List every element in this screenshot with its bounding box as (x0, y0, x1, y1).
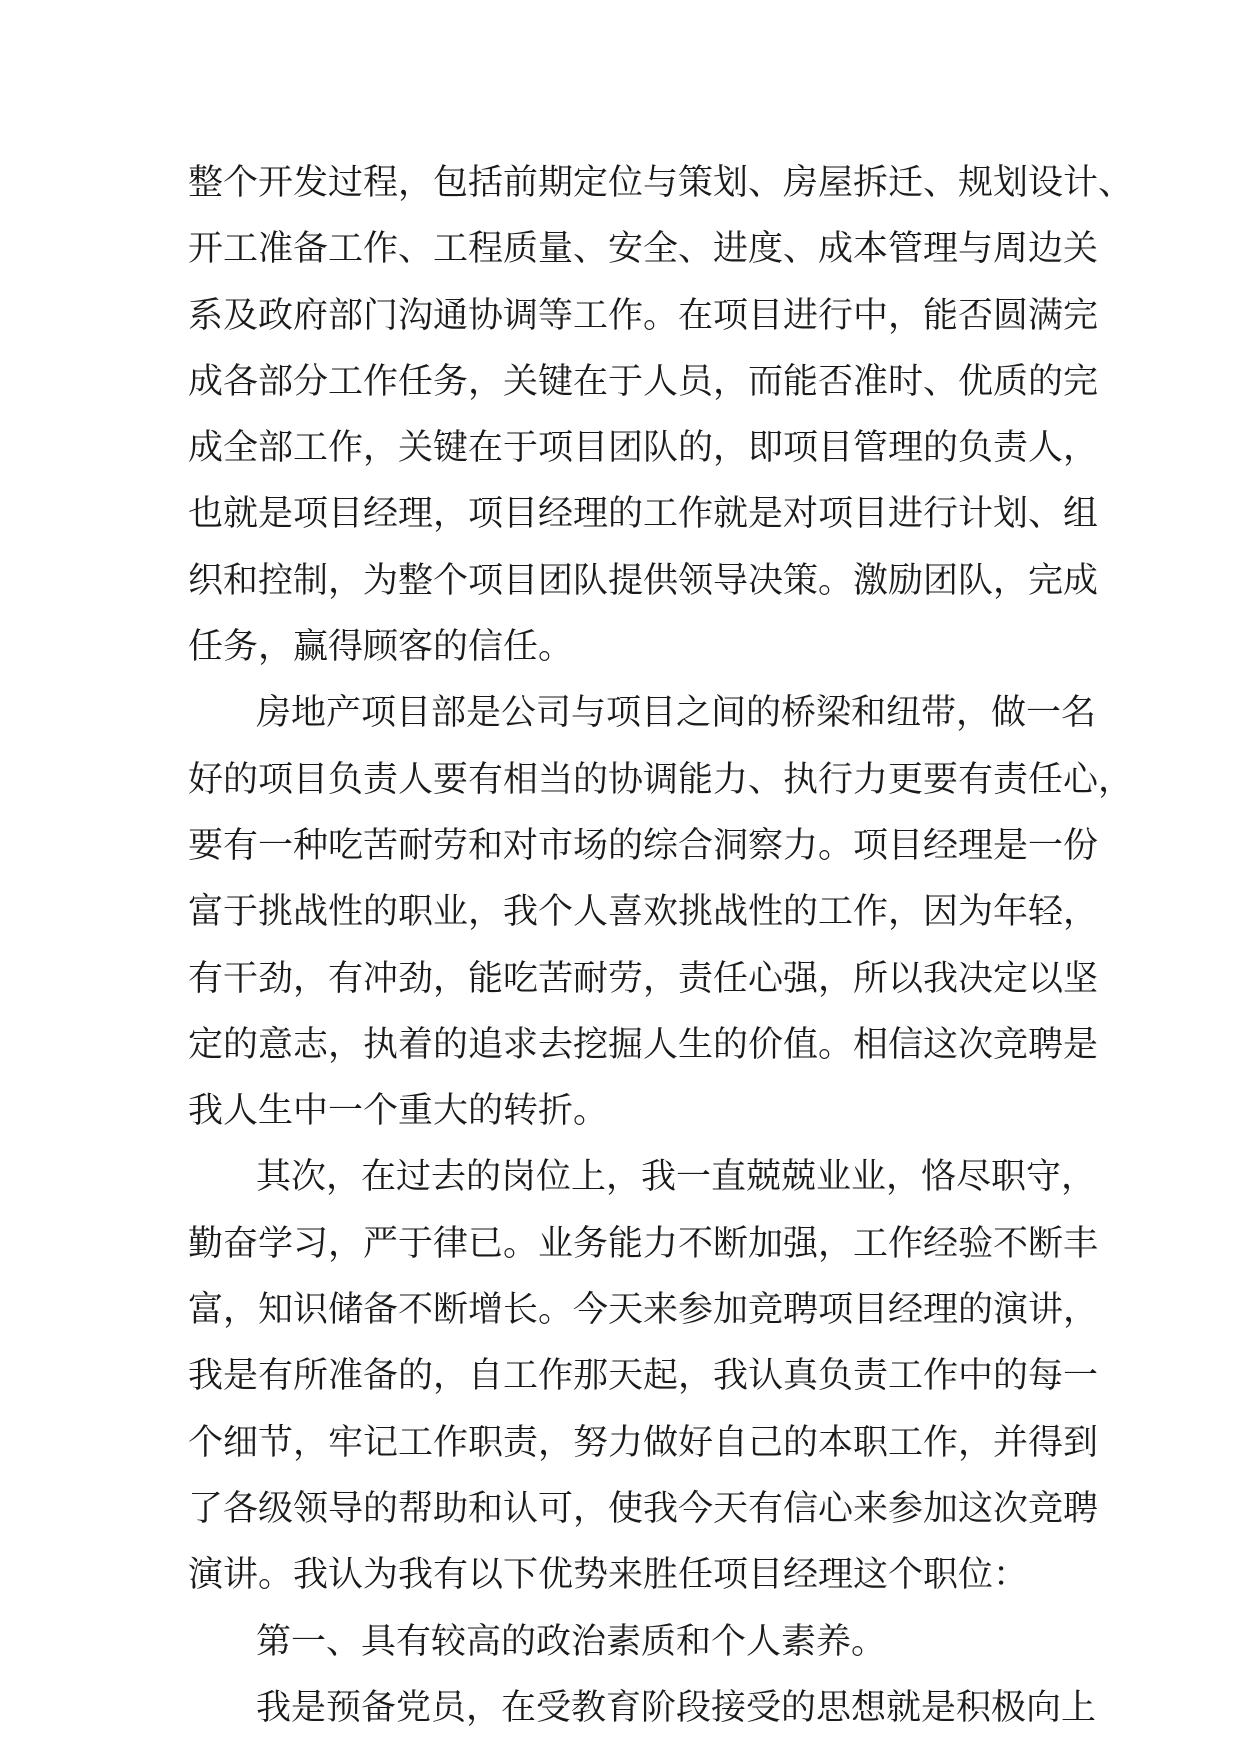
text-line: 要有一种吃苦耐劳和对市场的综合洞察力。项目经理是一份 (188, 825, 1099, 866)
text-line: 织和控制，为整个项目团队提供领导决策。激励团队，完成 (188, 560, 1099, 601)
paragraph-first-line: 我是预备党员，在受教育阶段接受的思想就是积极向上 (256, 1687, 1097, 1728)
paragraph-first-line: 第一、具有较高的政治素质和个人素养。 (256, 1621, 887, 1662)
text-line: 富，知识储备不断增长。今天来参加竞聘项目经理的演讲， (188, 1290, 1099, 1331)
text-line: 富于挑战性的职业，我个人喜欢挑战性的工作，因为年轻， (188, 892, 1099, 933)
text-line: 我是有所准备的，自工作那天起，我认真负责工作中的每一 (188, 1356, 1099, 1397)
body-text (188, 150, 1134, 1741)
text-line: 开工准备工作、工程质量、安全、进度、成本管理与周边关 (188, 229, 1099, 270)
text-line: 成全部工作，关键在于项目团队的，即项目管理的负责人， (188, 428, 1099, 469)
text-line: 勤奋学习，严于律已。业务能力不断加强，工作经验不断丰 (188, 1223, 1099, 1264)
text-line: 也就是项目经理，项目经理的工作就是对项目进行计划、组 (188, 494, 1099, 535)
text-line: 了各级领导的帮助和认可，使我今天有信心来参加这次竞聘 (188, 1488, 1099, 1529)
text-line: 我人生中一个重大的转折。 (188, 1091, 609, 1132)
text-line: 定的意志，执着的追求去挖掘人生的价值。相信这次竞聘是 (188, 1024, 1099, 1065)
text-line: 任务，赢得顾客的信任。 (188, 627, 574, 668)
text-line: 有干劲，有冲劲，能吃苦耐劳，责任心强，所以我决定以坚 (188, 958, 1099, 999)
text-line: 好的项目负责人要有相当的协调能力、执行力更要有责任心， (188, 759, 1134, 800)
text-line: 系及政府部门沟通协调等工作。在项目进行中，能否圆满完 (188, 295, 1099, 336)
paragraph-first-line: 其次，在过去的岗位上，我一直兢兢业业，恪尽职守， (256, 1157, 1097, 1198)
text-line: 成各部分工作任务，关键在于人员，而能否准时、优质的完 (188, 361, 1099, 402)
text-line: 演讲。我认为我有以下优势来胜任项目经理这个职位： (188, 1555, 1029, 1596)
text-line: 整个开发过程，包括前期定位与策划、房屋拆迁、规划设计、 (188, 163, 1134, 203)
paragraph-first-line: 房地产项目部是公司与项目之间的桥梁和纽带，做一名 (256, 693, 1097, 734)
text-line: 个细节，牢记工作职责，努力做好自己的本职工作，并得到 (188, 1422, 1099, 1463)
